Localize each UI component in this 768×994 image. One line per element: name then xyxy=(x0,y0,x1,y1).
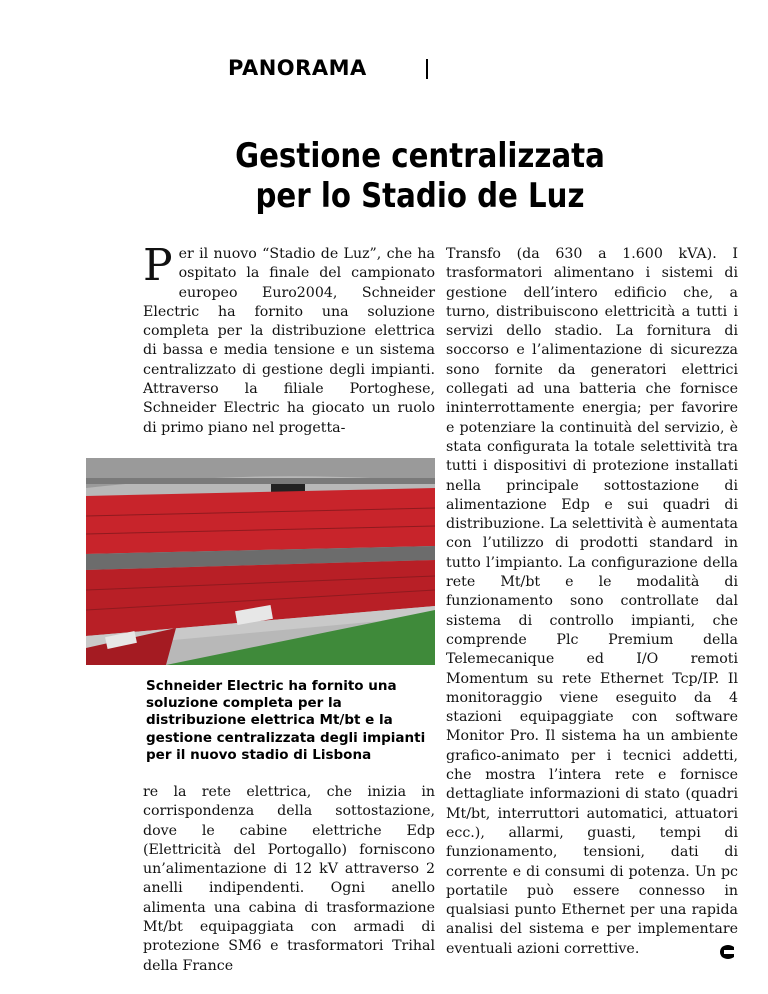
section-divider xyxy=(426,59,428,79)
headline-line-1: Gestione centralizzata xyxy=(235,136,605,176)
headline-line-2: per lo Stadio de Luz xyxy=(255,176,585,216)
article-text-left-top: er il nuovo “Stadio de Luz”, che ha ospitato la finale del campionato europeo Euro2004, Schneider Electric ha fornito una soluzione completa per la distribuzione elettrica di bassa e media tensione e un sistema centralizzato di gestione degli impianti. Attraverso la filiale Portoghese, Schneider Electric ha giocato un ruolo di primo piano nel progetta- xyxy=(143,246,435,436)
stadium-photo xyxy=(86,458,435,665)
section-label: PANORAMA xyxy=(228,56,367,80)
article-column-right: Transfo (da 630 a 1.600 kVA). I trasformatori alimentano i sistemi di gestione dell’intero edificio che, a turno, distribuiscono elettricità a tutti i servizi dello stadio. La fornitura di soccorso e l’alimentazione di sicurezza sono fornite da generatori elettrici collegati ad una batteria che fornisce ininterrottamente energia; per favorire e potenziare la continuità del servizio, è stata configurata la totale selettività tra tutti i dispositivi di protezione installati nella principale sottostazione di alimentazione Edp e sui quadri di distribuzione. La selettività è aumentata con l’utilizzo di prodotti standard in tutto l’impianto. La configurazione della rete Mt/bt e le modalità di funzionamento sono controllate dal sistema di controllo impianti, che comprende Plc Premium della Telemecanique ed I/O remoti Momentum su rete Ethernet Tcp/IP. Il monitoraggio viene eseguito da 4 stazioni equipaggiate con software Monitor Pro. Il sistema ha un ambiente grafico-animato per i tecnici addetti, che mostra l’intera rete e fornisce dettagliate informazioni di stato (quadri Mt/bt, interruttori automatici, attuatori ecc.), allarmi, guasti, tempi di funzionamento, tensioni, dati di corrente e di consumi di potenza. Un pc portatile può essere connesso in qualsiasi punto Ethernet per una rapida analisi del sistema e per implementare eventuali azioni correttive. xyxy=(446,246,738,957)
photo-caption: Schneider Electric ha fornito una soluzione completa per la distribuzione elettrica Mt/bt e la gestione centralizzata degli impianti per il nuovo stadio di Lisbona xyxy=(146,678,426,763)
stadium-illustration xyxy=(86,458,435,665)
end-of-article-icon xyxy=(718,944,738,960)
drop-cap: P xyxy=(143,240,173,291)
headline xyxy=(188,136,652,216)
article-column-left-top xyxy=(143,240,435,438)
article-column-left-bottom: re la rete elettrica, che inizia in corrispondenza della sottostazione, dove le cabine elettriche Edp (Elettricità del Portogallo) forniscono un’alimentazione di 12 kV attraverso 2 anelli indipendenti. Ogni anello alimenta una cabina di trasformazione Mt/bt equipaggiata con armadi di protezione SM6 e trasformatori Trihal della France xyxy=(143,784,435,974)
